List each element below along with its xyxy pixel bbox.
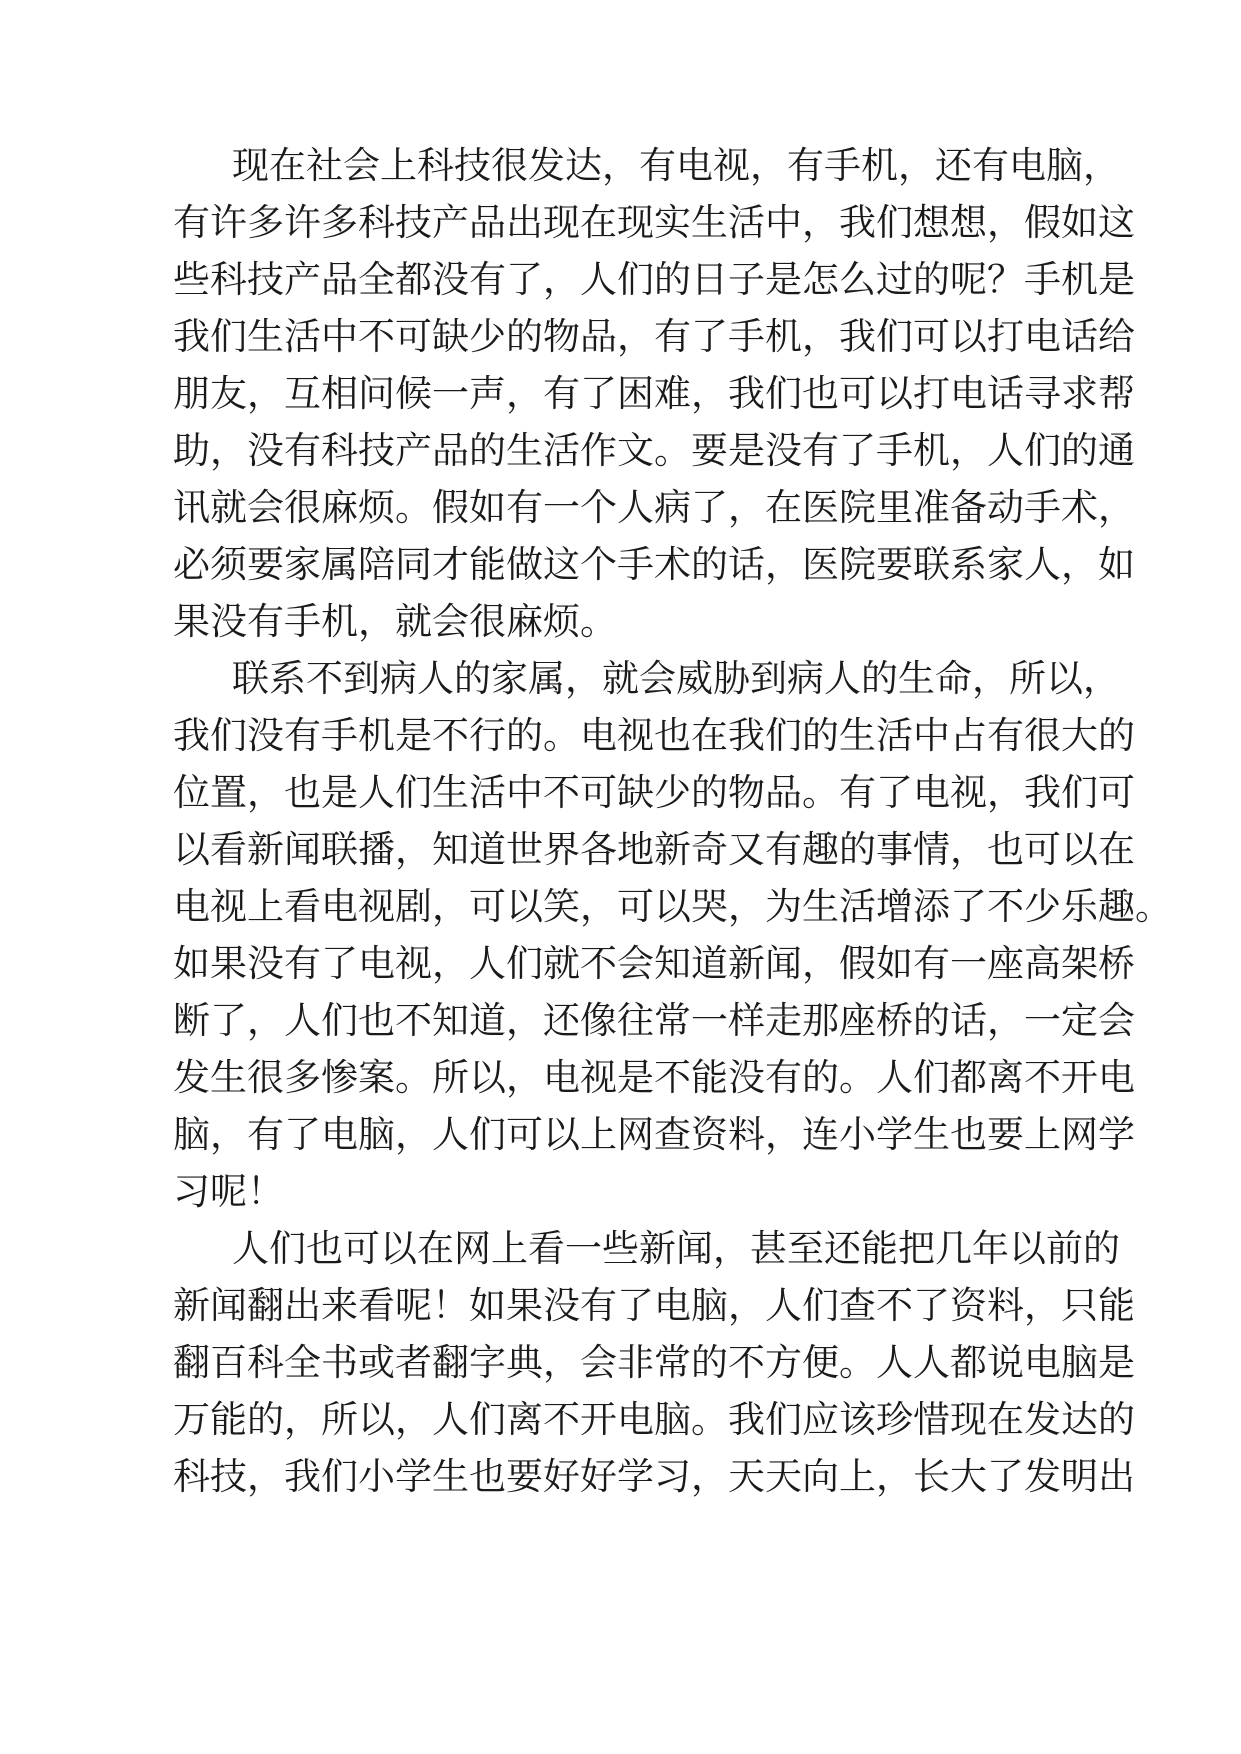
paragraph-3-line-1: [0, 1225, 1241, 1273]
line-text: 电视上看电视剧，可以笑，可以哭，为生活增添了不少乐趣。: [173, 885, 1172, 928]
paragraph-2-line-5: [0, 883, 1241, 931]
line-text: 朋友，互相问候一声，有了困难，我们也可以打电话寻求帮: [173, 372, 1135, 415]
line-text: 助，没有科技产品的生活作文。要是没有了手机，人们的通: [173, 429, 1135, 472]
paragraph-2-line-7: [0, 997, 1241, 1045]
paragraph-1-line-1: [0, 142, 1241, 190]
line-text: 些科技产品全都没有了，人们的日子是怎么过的呢？手机是: [173, 258, 1135, 301]
paragraph-1-line-2: [0, 199, 1241, 247]
paragraph-2-line-8: [0, 1054, 1241, 1102]
paragraph-1-line-4: [0, 313, 1241, 361]
line-text: 我们没有手机是不行的。电视也在我们的生活中占有很大的: [173, 714, 1135, 757]
paragraph-1-line-9: [0, 598, 1241, 646]
paragraph-1-line-6: [0, 427, 1241, 475]
paragraph-1-line-5: [0, 370, 1241, 418]
paragraph-2-line-2: [0, 712, 1241, 760]
paragraph-2-line-10: [0, 1168, 1241, 1216]
line-text: 万能的，所以，人们离不开电脑。我们应该珍惜现在发达的: [173, 1398, 1135, 1441]
paragraph-2-line-9: [0, 1111, 1241, 1159]
paragraph-2-line-3: [0, 769, 1241, 817]
line-text: 人们也可以在网上看一些新闻，甚至还能把几年以前的: [232, 1227, 1120, 1270]
line-text: 翻百科全书或者翻字典，会非常的不方便。人人都说电脑是: [173, 1341, 1135, 1384]
line-text: 习呢！: [173, 1170, 284, 1213]
line-text: 现在社会上科技很发达，有电视，有手机，还有电脑，: [232, 144, 1120, 187]
paragraph-3-line-2: [0, 1282, 1241, 1330]
line-text: 新闻翻出来看呢！如果没有了电脑，人们查不了资料，只能: [173, 1284, 1135, 1327]
paragraph-2-line-1: [0, 655, 1241, 703]
paragraph-1-line-3: [0, 256, 1241, 304]
line-text: 有许多许多科技产品出现在现实生活中，我们想想，假如这: [173, 201, 1135, 244]
line-text: 联系不到病人的家属，就会威胁到病人的生命，所以，: [232, 657, 1120, 700]
paragraph-2-line-4: [0, 826, 1241, 874]
line-text: 脑，有了电脑，人们可以上网查资料，连小学生也要上网学: [173, 1113, 1135, 1156]
line-text: 断了，人们也不知道，还像往常一样走那座桥的话，一定会: [173, 999, 1135, 1042]
line-text: 如果没有了电视，人们就不会知道新闻，假如有一座高架桥: [173, 942, 1135, 985]
paragraph-1-line-8: [0, 541, 1241, 589]
line-text: 果没有手机，就会很麻烦。: [173, 600, 617, 643]
line-text: 讯就会很麻烦。假如有一个人病了，在医院里准备动手术，: [173, 486, 1135, 529]
paragraph-3-line-5: [0, 1453, 1241, 1501]
line-text: 我们生活中不可缺少的物品，有了手机，我们可以打电话给: [173, 315, 1135, 358]
line-text: 科技，我们小学生也要好好学习，天天向上，长大了发明出: [173, 1455, 1135, 1498]
line-text: 以看新闻联播，知道世界各地新奇又有趣的事情，也可以在: [173, 828, 1135, 871]
line-text: 发生很多惨案。所以，电视是不能没有的。人们都离不开电: [173, 1056, 1135, 1099]
paragraph-3-line-3: [0, 1339, 1241, 1387]
line-text: 位置，也是人们生活中不可缺少的物品。有了电视，我们可: [173, 771, 1135, 814]
paragraph-3-line-4: [0, 1396, 1241, 1444]
line-text: 必须要家属陪同才能做这个手术的话，医院要联系家人，如: [173, 543, 1135, 586]
paragraph-1-line-7: [0, 484, 1241, 532]
paragraph-2-line-6: [0, 940, 1241, 988]
